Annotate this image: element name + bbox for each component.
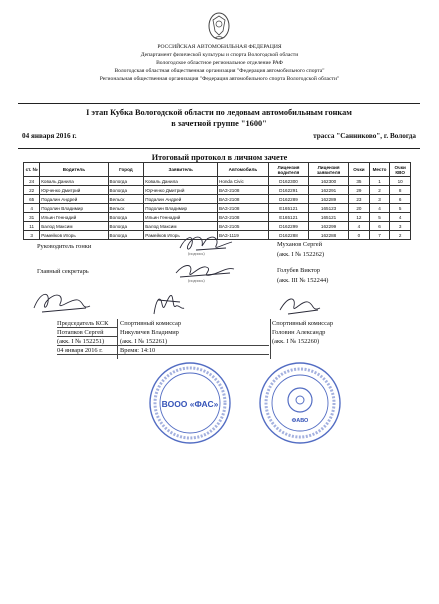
commissioner1-block	[117, 319, 271, 359]
table-cell: 4	[349, 222, 370, 231]
table-cell: Вельск	[108, 195, 144, 204]
table-cell: Коваль Данила	[144, 177, 218, 186]
table-cell: 29	[349, 186, 370, 195]
table-cell: 165123	[309, 204, 349, 213]
table-cell: Подолин Владимир	[40, 204, 108, 213]
event-banner	[18, 103, 420, 149]
federation-name: РОССИЙСКАЯ АВТОМОБИЛЬНАЯ ФЕДЕРАЦИЯ	[157, 44, 282, 50]
table-cell: 165121	[309, 213, 349, 222]
chief-secretary-name: Голубев Виктор	[277, 267, 320, 274]
table-cell: 162300	[309, 177, 349, 186]
chief-secretary-signature	[170, 259, 240, 281]
table-cell: Е165121	[268, 213, 308, 222]
table-cell: Юрченко Дмитрий	[144, 186, 218, 195]
chief-secretary-license: (акк. III № 152244)	[277, 277, 329, 284]
table-cell: ВАЗ-2108	[218, 213, 269, 222]
column-header: Очки КВО	[390, 163, 411, 177]
table-cell: 24	[24, 177, 40, 186]
table-cell: ВАЗ-2108	[218, 204, 269, 213]
table-cell: Е165121	[268, 204, 308, 213]
table-cell: Подолин Владимир	[144, 204, 218, 213]
table-cell: D162300	[268, 177, 308, 186]
column-header: Водитель	[40, 163, 108, 177]
table-cell: 162299	[309, 222, 349, 231]
race-director-license: (акк. I № 152262)	[277, 251, 325, 258]
table-cell: ВАЗ-2108	[218, 195, 269, 204]
table-cell: 162289	[309, 195, 349, 204]
table-cell: 6	[390, 195, 411, 204]
column-header: Город	[108, 163, 144, 177]
table-cell: 65	[24, 195, 40, 204]
table-cell: 8	[390, 186, 411, 195]
column-header: Очки	[349, 163, 370, 177]
table-cell: 31	[24, 213, 40, 222]
commissioner2-name: Головин Александр	[272, 329, 326, 336]
table-cell: Ильин Геннадий	[144, 213, 218, 222]
table-cell: 5	[369, 213, 390, 222]
commissioner1-signature	[148, 290, 188, 318]
table-cell: 20	[349, 204, 370, 213]
table-cell: 22	[24, 186, 40, 195]
regional-public-organization-name: Региональная общественная организация "Федерация автомобильного спорта Вологодской области"	[99, 76, 340, 82]
commissioner2-license: (акк. I № 152260)	[272, 338, 320, 345]
commissioner2-signature	[274, 290, 326, 318]
table-header-row	[24, 163, 411, 177]
table-cell: ВАЗ-2105	[218, 222, 269, 231]
grid-line	[57, 336, 117, 337]
table-cell: 23	[349, 195, 370, 204]
table-cell: D162289	[268, 195, 308, 204]
column-header: Лицензия заявителя	[309, 163, 349, 177]
column-header: ст. №	[24, 163, 40, 177]
table-cell: 0	[349, 231, 370, 240]
protocol-date: 04 января 2016 г.	[57, 347, 103, 354]
table-cell: 4	[369, 204, 390, 213]
table-row	[24, 186, 411, 195]
protocol-time: Время: 14:10	[120, 347, 156, 354]
table-cell: Балод Максим	[144, 222, 218, 231]
table-cell: 3	[390, 222, 411, 231]
table-cell: 7	[369, 231, 390, 240]
event-place: трасса "Санниково", г. Вологда	[313, 132, 416, 140]
table-cell: Вологда	[108, 231, 144, 240]
table-cell: Ильин Геннадий	[40, 213, 108, 222]
coat-of-arms-icon	[207, 11, 231, 41]
table-row	[24, 195, 411, 204]
table-cell: 2	[390, 231, 411, 240]
grid-line	[57, 345, 269, 346]
table-cell: Коваль Данила	[40, 177, 108, 186]
table-row	[24, 213, 411, 222]
table-cell: 162291	[309, 186, 349, 195]
event-group: в зачетной группе "1600"	[171, 119, 267, 128]
left-stamp-center-text: ВООО «ФАС»	[161, 399, 219, 409]
race-director-name: Муханов Сергей	[277, 241, 323, 248]
table-cell: Рамейков Игорь	[40, 231, 108, 240]
table-cell: 1	[369, 177, 390, 186]
ksk-chairman-license: (акк. I № 152251)	[57, 338, 105, 345]
right-stamp-center-text: ФАВО	[291, 418, 309, 424]
table-cell: D162299	[268, 222, 308, 231]
table-cell: 5	[390, 204, 411, 213]
grid-line	[57, 354, 269, 355]
vooo-fas-stamp	[147, 360, 233, 446]
signature-caption: (подпись)	[188, 251, 205, 256]
commissioner2-role: Спортивный комиссар	[272, 320, 334, 327]
column-header: Автомобиль	[218, 163, 269, 177]
event-title: I этап Кубка Вологодской области по ледовым автомобильным гонкам	[86, 108, 352, 117]
column-header: Место	[369, 163, 390, 177]
table-cell: 35	[349, 177, 370, 186]
table-cell: ВАЗ-2108	[218, 186, 269, 195]
table-cell: Honda Civic	[218, 177, 269, 186]
results-table	[23, 162, 411, 240]
event-date: 04 января 2016 г.	[22, 132, 77, 140]
race-director-signature	[176, 232, 236, 254]
table-cell: D162288	[268, 231, 308, 240]
race-director-role: Руководитель гонки	[37, 243, 92, 250]
table-cell: 2	[369, 186, 390, 195]
commissioner1-license: (акк. I № 152261)	[120, 338, 168, 345]
table-cell: Вологда	[108, 213, 144, 222]
table-cell: Вологда	[108, 222, 144, 231]
chief-secretary-role: Главный секретарь	[37, 268, 89, 275]
table-cell: Рамейков Игорь	[144, 231, 218, 240]
table-row	[24, 222, 411, 231]
table-cell: 3	[24, 231, 40, 240]
table-cell: 4	[390, 213, 411, 222]
column-header: Заявитель	[144, 163, 218, 177]
table-cell: ВАЗ-1119	[218, 231, 269, 240]
signature-caption: (подпись)	[188, 278, 205, 283]
table-cell: D162291	[268, 186, 308, 195]
table-cell: Вологда	[108, 186, 144, 195]
commissioner1-name: Никуличев Владимир	[120, 329, 179, 336]
table-row	[24, 177, 411, 186]
ksk-chairman-role: Председатель КСК	[57, 320, 109, 327]
table-cell: 4	[24, 204, 40, 213]
protocol-title: Итоговый протокол в личном зачете	[151, 153, 288, 162]
ksk-chairman-signature	[28, 286, 96, 318]
table-cell: Юрченко Дмитрий	[40, 186, 108, 195]
table-cell: 12	[349, 213, 370, 222]
grid-line	[57, 327, 117, 328]
table-row	[24, 204, 411, 213]
favo-stamp	[257, 360, 343, 446]
table-cell: Подалин Андрей	[40, 195, 108, 204]
table-cell: Балод Максим	[40, 222, 108, 231]
column-header: Лицензия водителя	[268, 163, 308, 177]
table-cell: 3	[369, 195, 390, 204]
commissioner1-role: Спортивный комиссар	[120, 320, 182, 327]
regional-branch-name: Вологодское областное региональное отделение РАФ	[156, 60, 283, 66]
table-cell: 162288	[309, 231, 349, 240]
table-cell: Вологда	[108, 177, 144, 186]
table-cell: 6	[369, 222, 390, 231]
department-name: Департамент физической культуры и спорта Вологодской области	[140, 52, 299, 58]
table-cell: Вельск	[108, 204, 144, 213]
table-cell: 11	[24, 222, 40, 231]
regional-organization-name: Вологодская областная общественная организация "Федерация автомобильного спорта"	[114, 68, 325, 74]
table-cell: 10	[390, 177, 411, 186]
table-cell: Подалин Андрей	[144, 195, 218, 204]
ksk-chairman-name: Потапков Сергей	[57, 329, 104, 336]
